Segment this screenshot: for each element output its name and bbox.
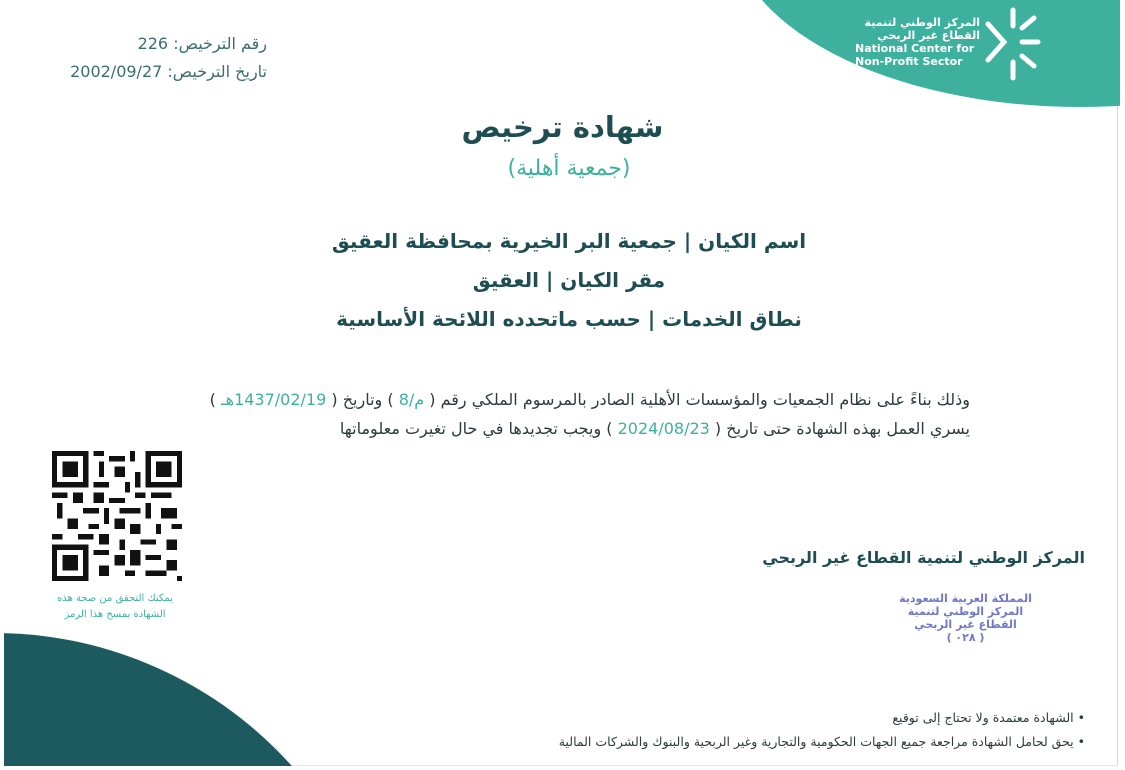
logo-name-ar-2: القطاع غير الربحي xyxy=(877,29,980,42)
decree-text xyxy=(210,385,970,443)
footer-decoration xyxy=(4,633,396,766)
service-scope: نطاق الخدمات | حسب ماتحدده اللائحة الأساسية xyxy=(336,307,802,331)
decree-line-1: وذلك بناءً على نظام الجمعيات والمؤسسات الأهلية الصادر بالمرسوم الملكي رقم ( م/8 ) وتاريخ ( 1437/02/19هـ ) xyxy=(209,390,970,409)
official-stamp: المملكة العربية السعودية المركز الوطني لتنمية القطاع غير الربحي ( ٠٢٨ ) xyxy=(899,592,1032,644)
entity-location: مقر الكيان | العقيق xyxy=(472,268,666,292)
issuer-name: المركز الوطني لتنمية القطاع غير الربحي xyxy=(762,548,1085,567)
decree-date: 1437/02/19هـ xyxy=(220,390,327,409)
logo-name-en-2: Non-Profit Sector xyxy=(855,55,963,68)
expiry-date: 2024/08/23 xyxy=(617,419,710,438)
ncnp-logo-icon xyxy=(982,4,1044,82)
decree-number: م/8 xyxy=(398,390,425,409)
license-number: رقم الترخيص: 226 xyxy=(137,34,267,53)
entity-name: اسم الكيان | جمعية البر الخيرية بمحافظة العقيق xyxy=(331,229,807,253)
qr-code-icon[interactable] xyxy=(52,451,182,581)
certificate-title: شهادة ترخيص xyxy=(461,110,664,144)
certificate-notes xyxy=(559,706,1085,754)
note-item: • يحق لحامل الشهادة مراجعة جميع الجهات الحكومية والتجارية وغير الربحية والبنوك والشركات المالية xyxy=(559,730,1085,754)
license-info xyxy=(70,30,267,86)
ncnp-logo-text xyxy=(855,16,980,68)
note-item: • الشهادة معتمدة ولا تحتاج إلى توقيع xyxy=(559,706,1085,730)
logo-name-ar-1: المركز الوطني لتنمية xyxy=(864,16,980,29)
license-date: تاريخ الترخيص: 2002/09/27 xyxy=(70,62,267,81)
certificate-subtitle: (جمعية أهلية) xyxy=(507,156,631,181)
decree-line-2: يسري العمل بهذه الشهادة حتى تاريخ ( 2024/08/23 ) ويجب تجديدها في حال تغيرت معلوماتها xyxy=(339,419,970,438)
logo-name-en-1: National Center for xyxy=(855,42,975,55)
qr-caption: يمكنك التحقق من صحة هذه الشهادة بمسح هذا الرمز xyxy=(57,593,173,620)
